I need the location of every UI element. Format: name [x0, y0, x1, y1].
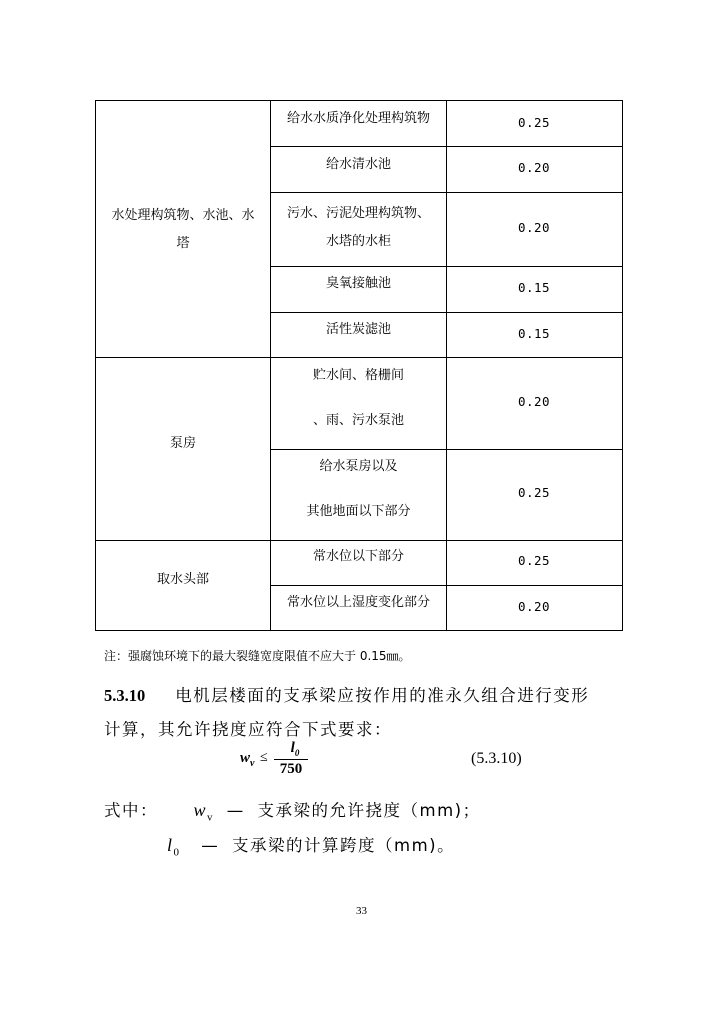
category-line: 塔 — [176, 236, 190, 251]
row-divider — [270, 312, 622, 313]
item-cell — [271, 367, 446, 430]
row-divider — [270, 266, 622, 267]
clause-line-1 — [104, 682, 589, 706]
definition-row — [104, 797, 481, 824]
item-line: 给水泵房以及 — [319, 459, 398, 474]
value-cell: 0.15 — [517, 280, 551, 295]
formula-numerator-symbol: l — [290, 740, 295, 756]
row-divider — [270, 146, 622, 147]
item-line: 其他地面以下部分 — [306, 504, 411, 519]
definition-symbol — [167, 835, 181, 859]
item-cell: 给水水质净化处理构筑物 — [286, 111, 430, 126]
item-cell — [271, 200, 446, 256]
item-line: 水塔的水柜 — [325, 234, 391, 249]
definition-dash: — — [226, 801, 245, 820]
item-cell: 臭氧接触池 — [325, 276, 391, 291]
crack-width-table — [95, 100, 622, 630]
item-cell: 给水清水池 — [325, 157, 391, 172]
table-border — [95, 630, 623, 631]
group-divider — [95, 540, 622, 541]
item-line: 、雨、污水泵池 — [312, 413, 404, 428]
clause-line-2: 计算，其允许挠度应符合下式要求： — [104, 720, 392, 739]
page-number: 33 — [356, 905, 367, 917]
definitions-intro: 式中： — [104, 801, 158, 820]
symbol-main: l — [167, 835, 174, 855]
table-border — [622, 100, 623, 630]
row-divider — [270, 449, 622, 450]
symbol-main: w — [193, 800, 208, 820]
definition-symbol — [194, 800, 215, 824]
definition-dash: — — [201, 836, 220, 855]
definition-text: 支承梁的允许挠度（mm)； — [257, 801, 481, 820]
definition-text: 支承梁的计算跨度（mm)。 — [232, 836, 456, 855]
value-cell: 0.20 — [517, 160, 551, 175]
clause-number: 5.3.10 — [104, 686, 146, 705]
item-cell: 活性炭滤池 — [325, 322, 391, 337]
item-line: 污水、污泥处理构筑物、 — [286, 206, 430, 221]
symbol-sub: v — [207, 811, 215, 824]
value-cell: 0.15 — [517, 326, 551, 341]
formula-lhs-sub: v — [250, 758, 255, 769]
value-cell: 0.20 — [517, 599, 551, 614]
formula-lhs — [240, 750, 254, 769]
row-divider — [270, 585, 622, 586]
value-cell: 0.25 — [517, 553, 551, 568]
category-cell — [97, 202, 269, 258]
value-cell: 0.25 — [517, 115, 551, 130]
item-cell: 常水位以下部分 — [312, 549, 404, 564]
value-cell: 0.20 — [517, 220, 551, 235]
column-divider — [446, 100, 447, 630]
item-cell — [271, 458, 446, 521]
category-cell: 泵房 — [169, 436, 196, 451]
formula-relation: ≤ — [260, 750, 268, 765]
definition-row — [167, 832, 455, 859]
fraction-bar — [274, 759, 308, 760]
category-cell: 取水头部 — [156, 572, 209, 587]
row-divider — [270, 192, 622, 193]
formula-denominator: 750 — [279, 761, 303, 777]
table-note: 注：强腐蚀环境下的最大裂缝宽度限值不应大于 0.15㎜。 — [104, 649, 411, 663]
item-line: 贮水间、格栅间 — [312, 368, 404, 383]
value-cell: 0.20 — [517, 394, 551, 409]
table-border — [95, 100, 622, 101]
formula — [240, 740, 320, 780]
formula-label: (5.3.10) — [471, 750, 522, 767]
formula-numerator — [280, 740, 310, 758]
symbol-sub: 0 — [173, 846, 181, 859]
category-line: 水处理构筑物、水池、水 — [111, 208, 255, 223]
formula-lhs-symbol: w — [240, 750, 251, 766]
formula-numerator-sub: 0 — [294, 748, 300, 758]
value-cell: 0.25 — [517, 485, 551, 500]
item-cell: 常水位以上湿度变化部分 — [286, 595, 430, 610]
table-border — [95, 100, 96, 630]
clause-text: 电机层楼面的支承梁应按作用的准永久组合进行变形 — [175, 686, 590, 705]
group-divider — [95, 357, 622, 358]
